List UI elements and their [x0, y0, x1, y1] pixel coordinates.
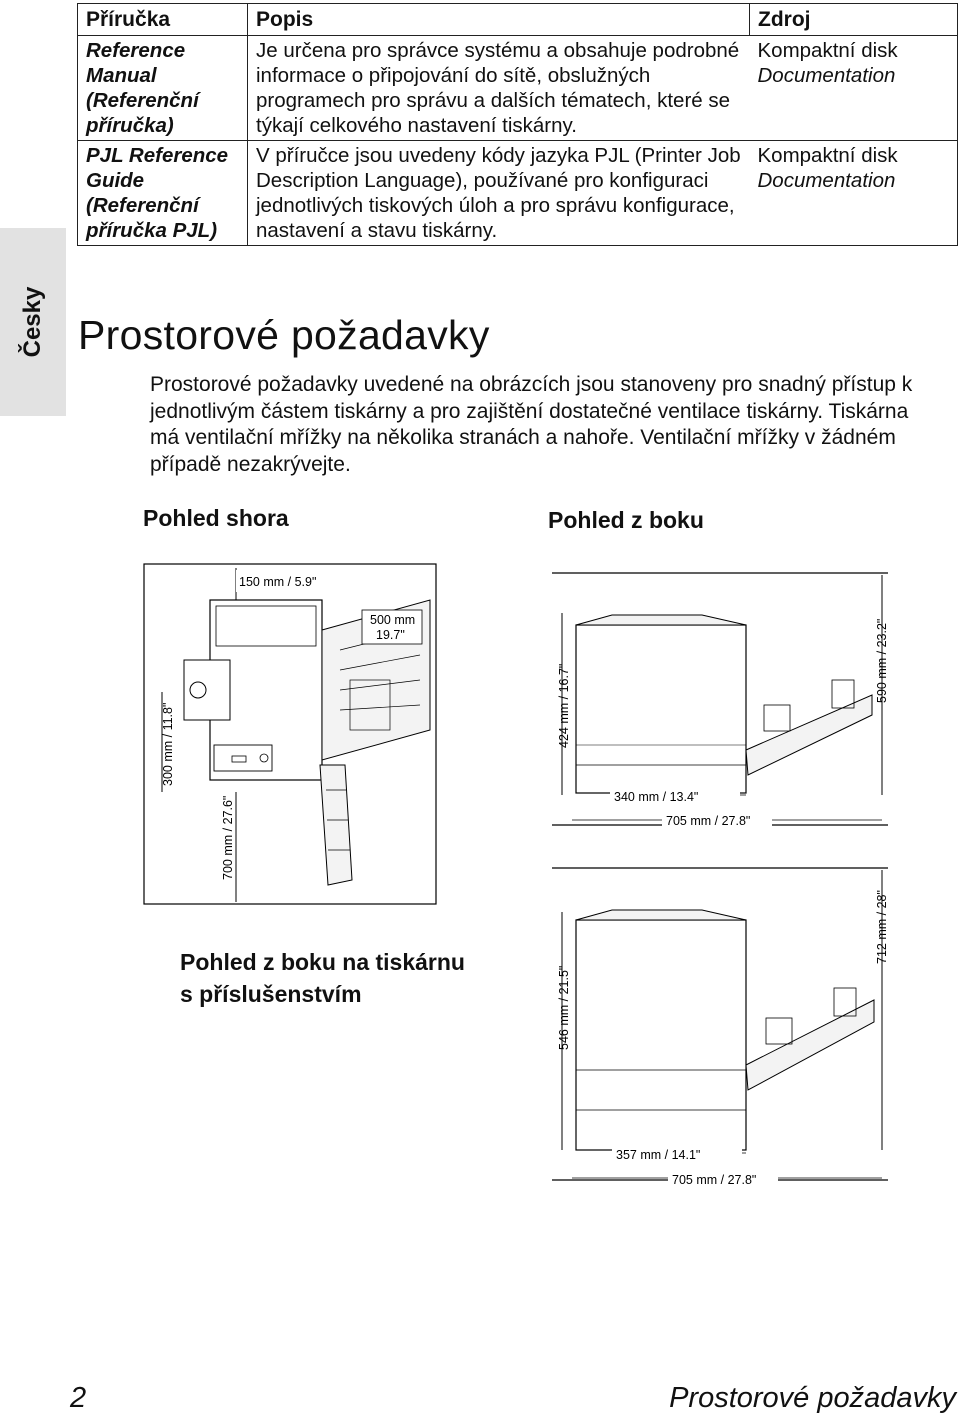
language-side-tab	[0, 228, 66, 416]
side-accessories-drawing	[552, 860, 892, 1190]
side-acc-dim-546: 546 mm / 21.5"	[557, 965, 571, 1050]
footer-title: Prostorové požadavky	[669, 1382, 956, 1414]
side-accessories-figure	[552, 860, 892, 1190]
source-medium: Kompaktní disk	[757, 144, 898, 167]
table-header-row	[78, 4, 958, 36]
source-medium: Kompaktní disk	[757, 39, 898, 62]
side-dim-424: 424 mm / 16.7"	[557, 663, 571, 748]
manual-name: Reference Manual (Referenční příručka)	[78, 36, 248, 141]
side-accessories-label-line2: s příslušenstvím	[180, 981, 362, 1007]
language-tab-label: Česky	[19, 286, 46, 358]
top-dim-500: 500 mm	[370, 613, 416, 627]
top-dim-300: 300 mm / 11.8"	[161, 702, 175, 786]
side-view-label: Pohled z boku	[548, 507, 704, 533]
section-title: Prostorové požadavky	[78, 312, 490, 358]
table-row	[78, 141, 958, 246]
table-row	[78, 36, 958, 141]
header-manual: Příručka	[78, 4, 248, 36]
manual-source	[750, 141, 958, 246]
page-number: 2	[70, 1382, 87, 1414]
source-folder: Documentation	[757, 64, 896, 87]
top-dim-700: 700 mm / 27.6"	[221, 795, 235, 880]
side-dim-590: 590 mm / 23.2"	[875, 618, 889, 703]
header-description: Popis	[248, 4, 750, 36]
side-accessories-view-label	[180, 946, 465, 1010]
side-view-figure	[552, 565, 892, 835]
top-dim-150: 150 mm / 5.9"	[239, 575, 317, 589]
section-intro: Prostorové požadavky uvedené na obrázcích jsou stanoveny pro snadný přístup k jednotlivým částem tiskárny a pro zajištění dostatečné ventilace tiskárny. Tiskárna má ventilační mřížky na několika stranách a nahoře. Ventilační mřížky v žádném případě nezakrývejte.	[150, 373, 913, 476]
side-view-drawing	[552, 565, 892, 835]
manual-description: V příručce jsou uvedeny kódy jazyka PJL (Printer Job Description Language), používané pro konfiguraci jednotlivých tiskových úloh a pro správu konfigurace, nastavení a stavu tiskárny.	[248, 141, 750, 246]
side-acc-dim-712: 712 mm / 28"	[875, 890, 889, 964]
manual-name: PJL Reference Guide (Referenční příručka PJL)	[78, 141, 248, 246]
side-dim-705: 705 mm / 27.8"	[666, 814, 751, 828]
side-acc-dim-705: 705 mm / 27.8"	[672, 1173, 757, 1187]
side-accessories-label-line1: Pohled z boku na tiskárnu	[180, 949, 465, 975]
top-dim-19-7: 19.7"	[376, 628, 405, 642]
manual-description: Je určena pro správce systému a obsahuje podrobné informace o připojování do sítě, obslužných programech pro správu a dalších tématech, které se týkají celkového nastavení tiskárny.	[248, 36, 750, 141]
manual-source	[750, 36, 958, 141]
top-view-drawing	[140, 560, 440, 910]
side-dim-340: 340 mm / 13.4"	[614, 790, 699, 804]
header-source: Zdroj	[750, 4, 958, 36]
side-acc-dim-357: 357 mm / 14.1"	[616, 1148, 701, 1162]
top-view-figure	[140, 560, 440, 910]
source-folder: Documentation	[757, 169, 896, 192]
top-view-label: Pohled shora	[143, 505, 289, 531]
manuals-table	[77, 3, 958, 246]
